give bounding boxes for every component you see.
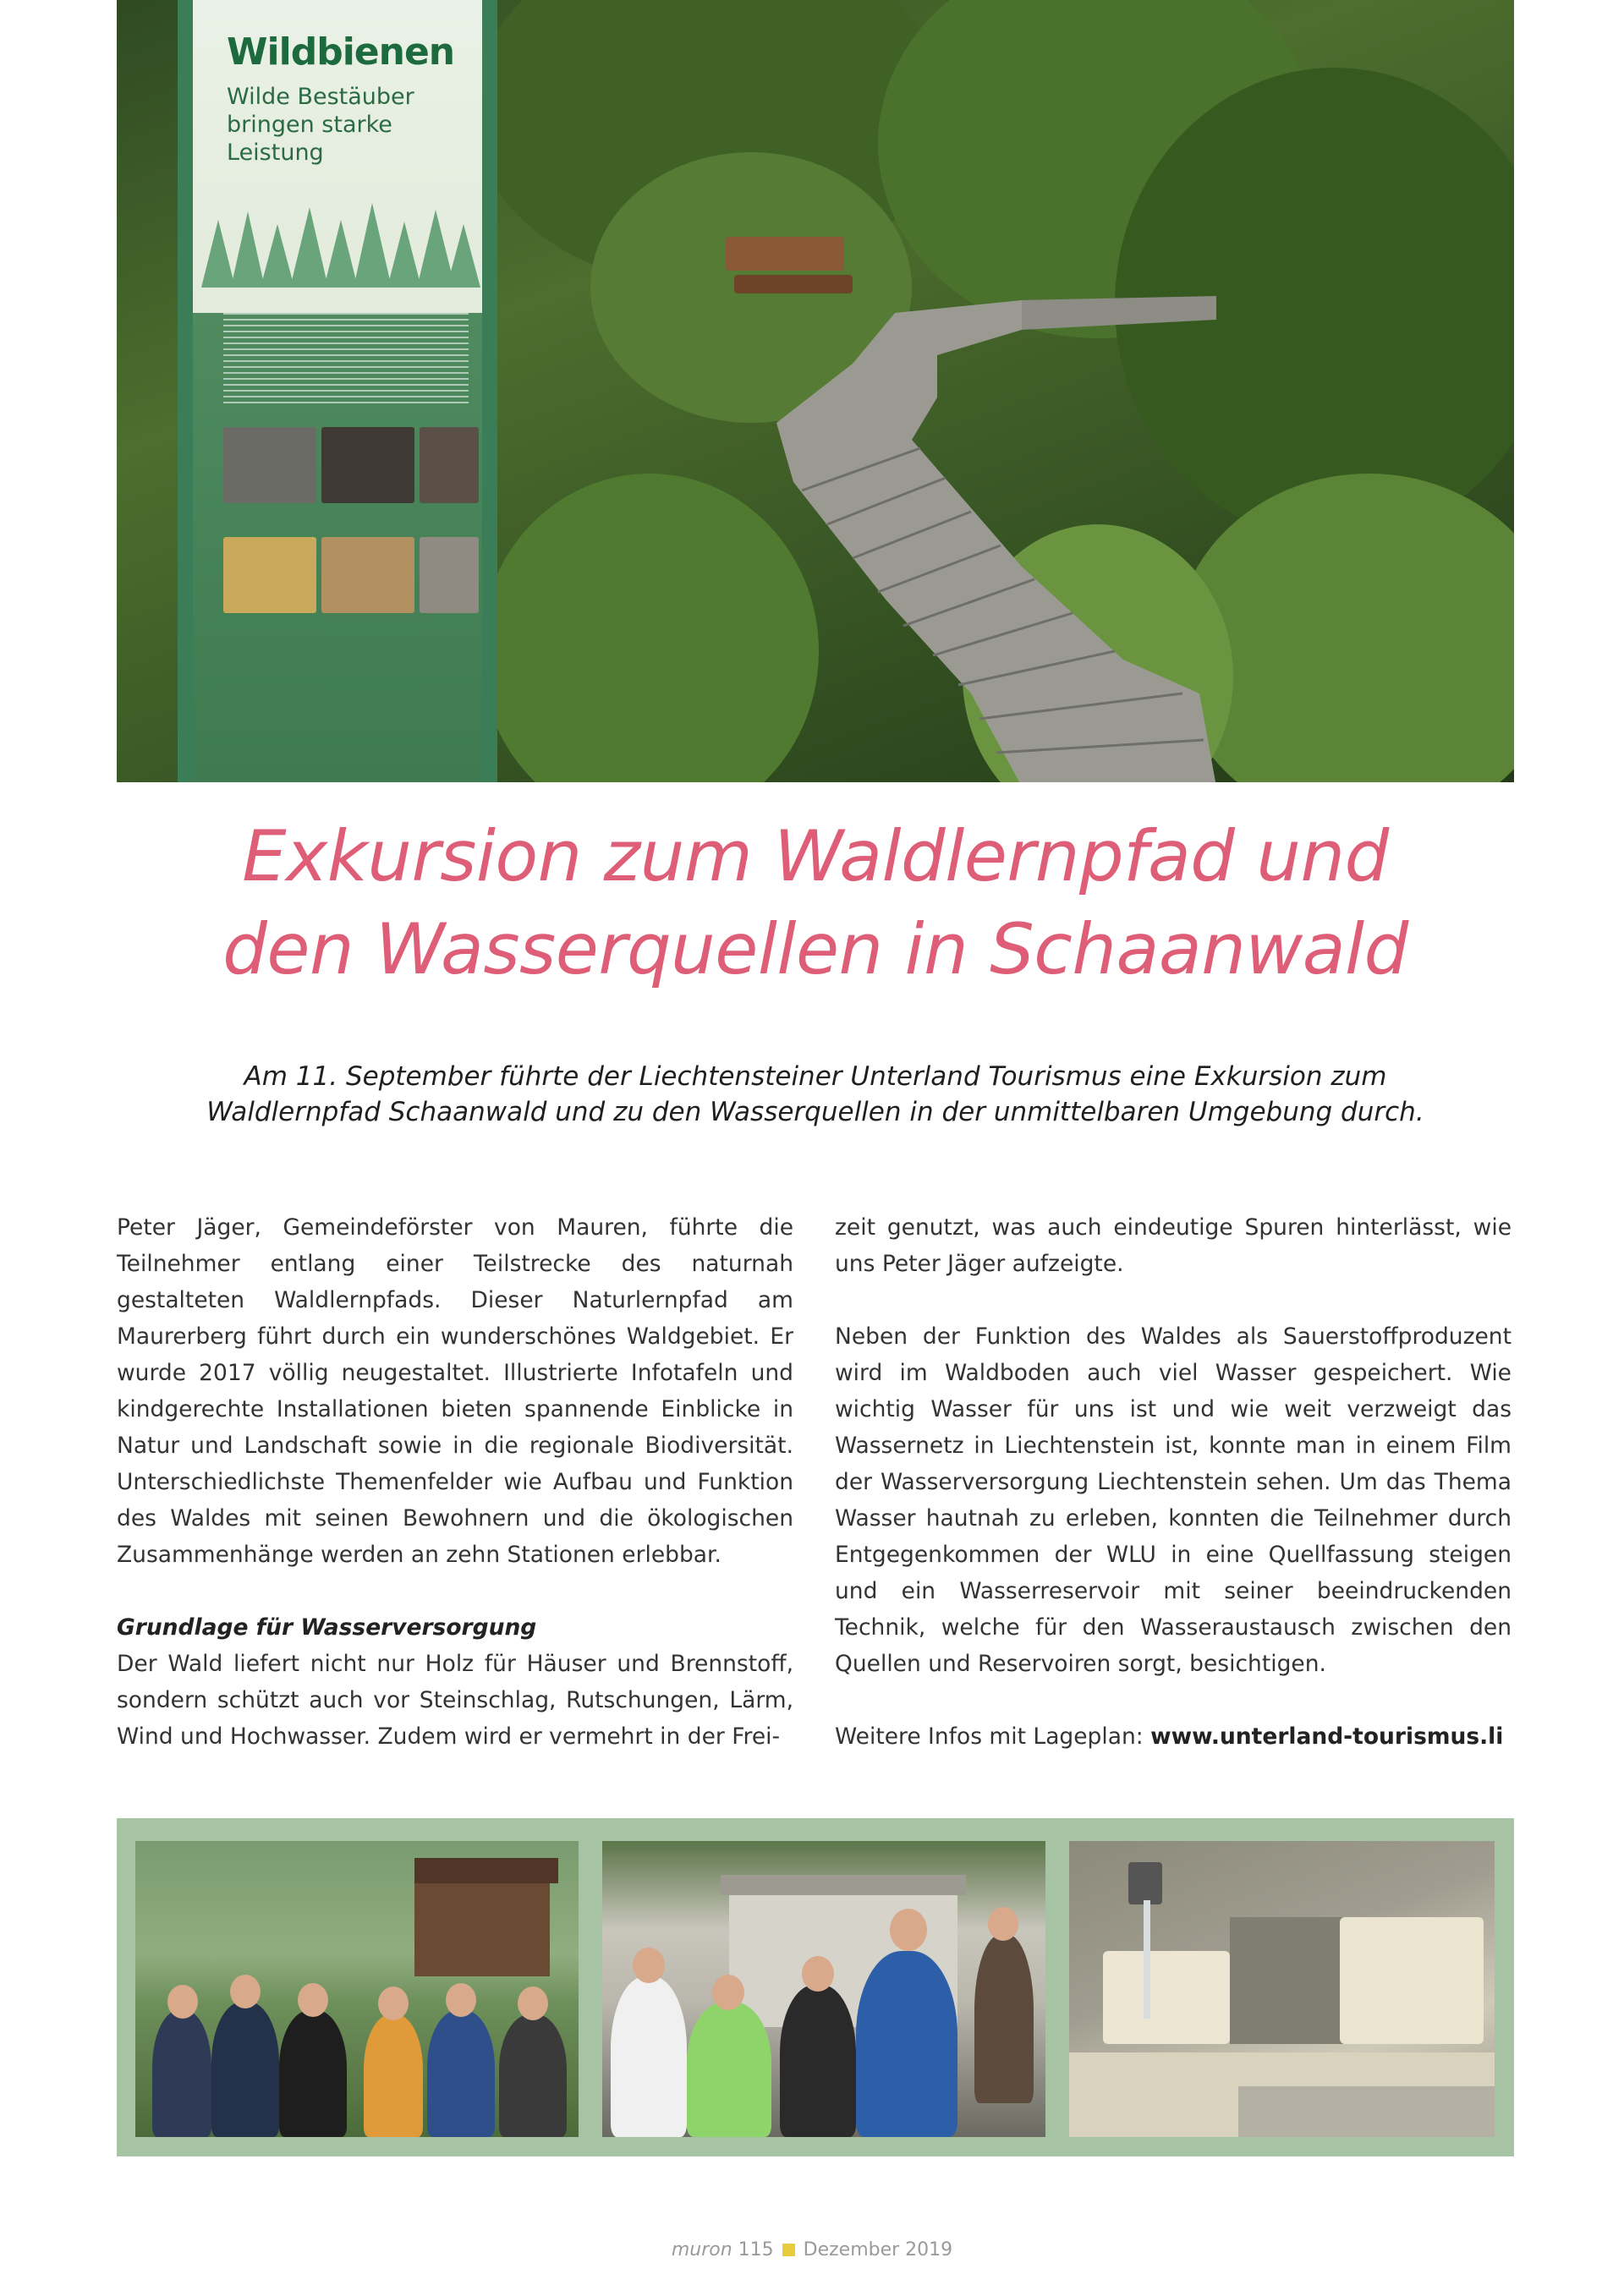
- sign-title: Wildbienen: [227, 30, 455, 74]
- issue-number: 115: [738, 2239, 774, 2260]
- headline-line: Exkursion zum Waldlernpfad und: [242, 815, 1389, 897]
- boardwalk-path: [743, 296, 1335, 782]
- info-prefix: Weitere Infos mit Lageplan:: [835, 1723, 1151, 1750]
- sign-photo: [420, 537, 479, 613]
- group-photo-meadow: [135, 1841, 579, 2137]
- sign-photo: [223, 537, 316, 613]
- sign-text-block: [223, 313, 469, 406]
- paragraph: Der Wald liefert nicht nur Holz für Häuser und Brennstoff, sondern schützt auch vor Steinschlag, Rutschungen, Lärm, Wind und Hochwasser. Zudem wird er vermehrt in der Frei-: [117, 1651, 793, 1750]
- article-headline: [117, 810, 1514, 996]
- paragraph: Peter Jäger, Gemeindeförster von Mauren, führte die Teilnehmer entlang einer Teilstrecke des naturnah gestalteten Waldlernpfads. Dieser Naturlernpfad am Maurerberg führt durch ein wunderschönes Waldgebiet. Er wurde 2017 völlig neugestaltet. Illustrierte Infotafeln und kindgerechte Installationen bieten spannende Einblicke in Natur und Landschaft sowie in die regionale Biodiversität. Unterschiedlichste Themenfelder wie Aufbau und Funktion des Waldes mit seinen Bewohnern und die ökologischen Zusammenhänge werden an zehn Stationen erlebbar.: [117, 1214, 793, 1568]
- subheading: Grundlage für Wasserversorgung: [117, 1614, 537, 1641]
- paragraph: zeit genutzt, was auch eindeutige Spuren hinterlässt, wie uns Peter Jäger aufzeigte.: [835, 1214, 1512, 1277]
- issue-date: Dezember 2019: [803, 2239, 953, 2260]
- group-photo-reservoir: [602, 1841, 1045, 2137]
- website-link[interactable]: www.unterland-tourismus.li: [1150, 1723, 1504, 1750]
- footer-square-icon: [782, 2244, 795, 2256]
- sign-trees-illustration: [193, 186, 482, 288]
- headline-line: den Wasserquellen in Schaanwald: [222, 908, 1408, 990]
- left-column: [117, 1209, 793, 1755]
- sign-photo: [321, 537, 414, 613]
- magazine-name: muron: [671, 2239, 732, 2260]
- sign-photo: [321, 427, 414, 503]
- article-lead: Am 11. September führte der Liechtensteiner Unterland Tourismus eine Exkursion zum Waldlernpfad Schaanwald und zu den Wasserquellen in der unmittelbaren Umgebung durch.: [206, 1061, 1424, 1127]
- page-footer: [0, 2239, 1624, 2260]
- hero-photo: [117, 0, 1514, 782]
- info-line: [835, 1718, 1512, 1755]
- bench: [726, 237, 844, 271]
- right-column: [835, 1209, 1512, 1755]
- photo-strip: [117, 1818, 1514, 2156]
- spring-chamber-photo: [1069, 1841, 1495, 2137]
- sign-subtitle: Wilde Bestäuber bringen starke Leistung: [227, 84, 414, 166]
- sign-photo: [223, 427, 316, 503]
- sign-photo: [420, 427, 479, 503]
- info-sign: [178, 0, 497, 782]
- paragraph: Neben der Funktion des Waldes als Sauerstoffproduzent wird im Waldboden auch viel Wasser gespeichert. Wie wichtig Wasser für uns ist und wie weit verzweigt das Wassernetz in Liechtenstein ist, konnte man in einem Film der Wasserversorgung Liechtenstein sehen. Um das Thema Wasser hautnah zu erleben, konnten die Teilnehmer durch Entgegenkommen der WLU in eine Quellfassung steigen und ein Wasserreservoir mit seiner beeindruckenden Technik, welche für den Wasseraustausch zwischen den Quellen und Reservoiren sorgt, besichtigen.: [835, 1323, 1512, 1677]
